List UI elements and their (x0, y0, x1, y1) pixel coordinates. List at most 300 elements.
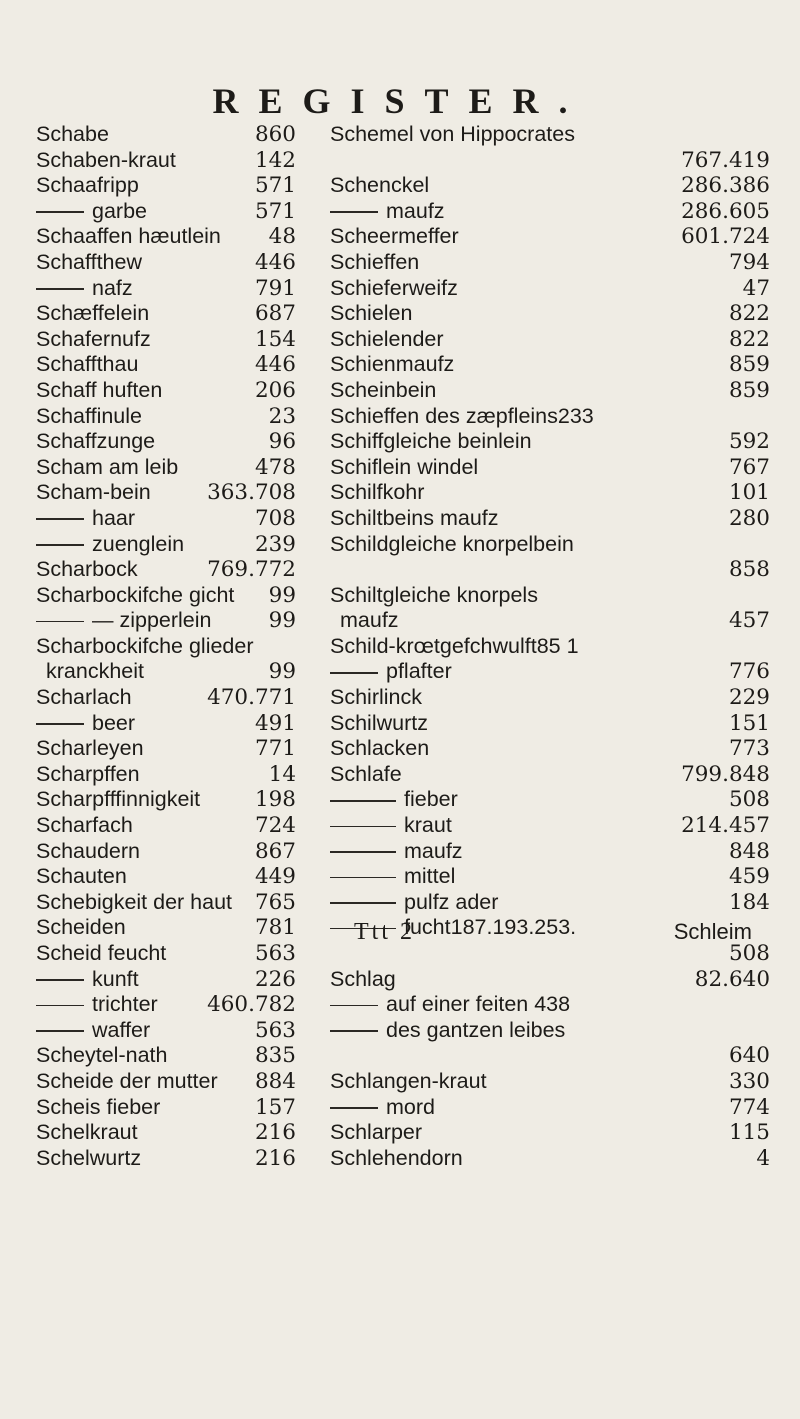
entry-page: 687 (254, 301, 296, 327)
entry-term (36, 352, 138, 378)
index-entry (330, 301, 770, 327)
entry-term-text: Scharpfffinnigkeit (36, 787, 201, 812)
entry-term-text: fieber (404, 787, 458, 812)
entry-term-text: waffer (92, 1017, 151, 1042)
entry-term (330, 1095, 435, 1121)
entry-term (36, 839, 140, 865)
entry-page: 859 (728, 352, 770, 378)
index-entry (36, 327, 296, 353)
entry-term (330, 736, 429, 762)
entry-term (330, 967, 396, 993)
entry-term (36, 915, 126, 941)
entry-term-text: garbe (92, 198, 147, 223)
entry-page: 491 (254, 710, 296, 736)
entry-term (330, 787, 458, 813)
entry-term-text: Schielen (330, 301, 413, 326)
ditto-dash (330, 1030, 378, 1032)
ditto-dash (330, 851, 396, 853)
entry-term (330, 1069, 487, 1095)
index-entry (330, 480, 770, 506)
entry-term-text: Schiltbeins maufz (330, 505, 499, 530)
entry-term-text: Scharlach (36, 685, 132, 710)
entry-term-text: mord (386, 1094, 435, 1119)
entry-page: 640 (728, 1043, 770, 1069)
entry-term (36, 967, 139, 993)
signature-mark: Ttt 2 (354, 919, 415, 945)
entry-term (36, 173, 139, 199)
entry-term (330, 634, 579, 660)
index-entry (36, 608, 296, 634)
entry-term (36, 890, 232, 916)
entry-term-text: Schæffelein (36, 301, 150, 326)
entry-term-text: beer (92, 710, 136, 735)
entry-page: 101 (728, 480, 770, 506)
entry-page: 151 (728, 710, 770, 736)
entry-term (36, 122, 109, 148)
entry-term-text: Schaffthew (36, 249, 142, 274)
index-entry (330, 890, 770, 916)
entry-term-text: Schlacken (330, 736, 430, 761)
index-entry (330, 224, 770, 250)
entry-page: 767.419 (681, 147, 770, 173)
entry-term (330, 532, 574, 558)
entry-term-text: Schaafripp (36, 173, 139, 198)
entry-page: 280 (728, 505, 770, 531)
entry-term-text: Schebigkeit der haut (36, 889, 233, 914)
index-entry (36, 250, 296, 276)
entry-term-text: Scheytel-nath (36, 1043, 168, 1068)
entry-term (330, 839, 463, 865)
index-entry (330, 1146, 770, 1172)
index-entry (330, 455, 770, 481)
index-entry (36, 122, 296, 148)
entry-term-text: Scheermeffer (330, 224, 459, 249)
index-entry (36, 557, 296, 583)
index-entry (330, 199, 770, 225)
entry-term (36, 557, 138, 583)
index-entry (330, 787, 770, 813)
entry-term-text: Schiltgleiche knorpels (330, 582, 538, 607)
index-entry (36, 1095, 296, 1121)
entry-term-text: kraut (404, 813, 452, 838)
index-entry (36, 173, 296, 199)
index-entry (36, 839, 296, 865)
entry-term (330, 890, 498, 916)
entry-term (36, 378, 162, 404)
entry-page: 99 (268, 659, 296, 685)
entry-term (36, 992, 158, 1018)
entry-term-text: pflafter (386, 659, 452, 684)
entry-term-text: mittel (404, 864, 456, 889)
entry-term (46, 659, 144, 685)
entry-page: 82.640 (694, 966, 770, 992)
entry-term-text: zuenglein (92, 531, 185, 556)
entry-page: 154 (254, 326, 296, 352)
entry-term (36, 941, 166, 967)
entry-page: 563 (254, 1017, 296, 1043)
entry-term (330, 685, 422, 711)
entry-term (330, 992, 570, 1018)
index-entry (36, 276, 296, 302)
entry-term-text: Schaben-kraut (36, 147, 176, 172)
entry-term-text: Scharleyen (36, 736, 144, 761)
ditto-dash (36, 288, 84, 290)
entry-term-text: Schilfkohr (330, 480, 425, 505)
entry-page: 799.848 (681, 761, 770, 787)
entry-term-text: Schieferweifz (330, 275, 458, 300)
entry-term (36, 429, 155, 455)
index-entry (36, 1018, 296, 1044)
index-entry (36, 480, 296, 506)
entry-term (340, 608, 399, 634)
entry-page: 835 (254, 1043, 296, 1069)
entry-page: 822 (728, 301, 770, 327)
index-entry (36, 148, 296, 174)
entry-page: 767 (728, 454, 770, 480)
index-entry (36, 352, 296, 378)
entry-page: 470.771 (207, 685, 296, 711)
entry-term-text: Schafernufz (36, 326, 151, 351)
entry-term (330, 199, 445, 225)
entry-page: 286.386 (681, 173, 770, 199)
index-entry (36, 685, 296, 711)
index-entry (330, 429, 770, 455)
entry-term-text: Schaaffen hæutlein (36, 224, 221, 249)
entry-page: 229 (728, 685, 770, 711)
entry-term (330, 250, 419, 276)
ditto-dash (36, 211, 84, 213)
ditto-dash (330, 211, 378, 213)
entry-term-text: Schenckel (330, 173, 430, 198)
index-entry (330, 634, 770, 660)
index-entry (36, 378, 296, 404)
index-entry (36, 864, 296, 890)
entry-term (36, 148, 176, 174)
entry-term (36, 1146, 141, 1172)
index-entry (330, 1018, 770, 1044)
index-entry (36, 224, 296, 250)
entry-term-text: Schielender (330, 326, 444, 351)
index-entry (36, 199, 296, 225)
entry-term-text: maufz (340, 608, 399, 633)
entry-page: 23 (268, 403, 296, 429)
entry-term (36, 1095, 160, 1121)
entry-term (330, 327, 444, 353)
entry-page: 848 (728, 838, 770, 864)
entry-term (330, 583, 538, 609)
ditto-dash (36, 621, 84, 623)
entry-term (36, 634, 254, 660)
entry-page: 478 (254, 454, 296, 480)
entry-page: 708 (254, 505, 296, 531)
entry-term (330, 1120, 422, 1146)
entry-term-text: Schaff huften (36, 377, 163, 402)
entry-term-text: Schlarper (330, 1120, 423, 1145)
entry-term-text: Scheis fieber (36, 1094, 161, 1119)
entry-term (330, 301, 412, 327)
index-entry (36, 583, 296, 609)
index-entry (330, 148, 770, 174)
entry-term-text: kranckheit (46, 659, 144, 684)
entry-term (36, 813, 133, 839)
entry-term-text: Schiflein windel (330, 454, 479, 479)
index-entry (36, 787, 296, 813)
index-entry (36, 404, 296, 430)
entry-term (330, 1146, 463, 1172)
index-entry (36, 301, 296, 327)
entry-term-text: Schemel von Hippocrates (330, 122, 575, 146)
entry-page: 363.708 (207, 480, 296, 506)
entry-page: 459 (728, 864, 770, 890)
index-entry (330, 967, 770, 993)
entry-term (330, 378, 436, 404)
index-entry (36, 941, 296, 967)
entry-page: 774 (728, 1094, 770, 1120)
index-entry (330, 327, 770, 353)
ditto-dash (36, 1005, 84, 1007)
index-entry (330, 762, 770, 788)
entry-term (36, 762, 140, 788)
entry-page: 206 (254, 377, 296, 403)
entry-page: 99 (268, 608, 296, 634)
entry-term (36, 532, 184, 558)
entry-page: 571 (254, 173, 296, 199)
entry-page: 860 (254, 122, 296, 147)
entry-page: 571 (254, 198, 296, 224)
index-entry (330, 583, 770, 609)
entry-term (36, 276, 133, 302)
entry-term-text: Scharpffen (36, 761, 140, 786)
entry-term (330, 1018, 565, 1044)
index-entry (330, 250, 770, 276)
entry-page: 765 (254, 889, 296, 915)
entry-page: 859 (728, 377, 770, 403)
entry-term (36, 1069, 218, 1095)
ditto-dash (36, 1030, 84, 1032)
entry-page: 330 (728, 1068, 770, 1094)
entry-page: 48 (268, 224, 296, 250)
entry-page: 96 (268, 429, 296, 455)
entry-term-text: Schlafe (330, 761, 402, 786)
entry-term-text: Scharbockifche glieder (36, 633, 254, 658)
entry-term (36, 787, 200, 813)
entry-page: 4 (756, 1145, 770, 1171)
entry-term (36, 224, 221, 250)
entry-page: 446 (254, 352, 296, 378)
index-entry (330, 736, 770, 762)
index-entry (36, 1043, 296, 1069)
entry-page: 601.724 (681, 224, 770, 250)
entry-term-text: Scharbockifche gicht (36, 582, 235, 607)
entry-term (36, 711, 135, 737)
index-entry (36, 992, 296, 1018)
entry-term (36, 736, 144, 762)
index-entry (330, 506, 770, 532)
entry-term-text: Scham am leib (36, 454, 179, 479)
entry-term-text: Schabe (36, 122, 109, 146)
index-entry (330, 404, 770, 430)
entry-page: 99 (268, 582, 296, 608)
entry-term (36, 250, 142, 276)
index-entry (330, 711, 770, 737)
entry-term (330, 480, 424, 506)
entry-term-text: Schaffinule (36, 403, 142, 428)
index-entry (330, 532, 770, 558)
index-entry (330, 1069, 770, 1095)
entry-term (36, 327, 151, 353)
index-entry (36, 762, 296, 788)
index-entry (36, 711, 296, 737)
ditto-dash (36, 518, 84, 520)
index-entry (36, 455, 296, 481)
entry-term (36, 480, 151, 506)
entry-term-text: Scheid feucht (36, 941, 167, 965)
entry-term (36, 301, 149, 327)
entry-term (330, 352, 454, 378)
entry-term (330, 122, 575, 148)
index-entry (330, 1095, 770, 1121)
entry-term-text: Schauten (36, 864, 127, 889)
entry-page: 867 (254, 838, 296, 864)
entry-page: 286.605 (681, 198, 770, 224)
entry-term-text: Schiffgleiche beinlein (330, 429, 532, 454)
entry-page: 157 (254, 1094, 296, 1120)
entry-term (36, 506, 135, 532)
entry-term-text: haar (92, 505, 136, 530)
entry-term (330, 659, 452, 685)
entry-term-text: Scheinbein (330, 377, 437, 402)
entry-page: 226 (254, 966, 296, 992)
ditto-dash (330, 1107, 378, 1109)
entry-term (36, 199, 147, 225)
entry-page: 214.457 (681, 813, 770, 839)
ditto-dash (330, 877, 396, 879)
index-entry (330, 813, 770, 839)
entry-term-text: Schienmaufz (330, 352, 455, 377)
index-entry (330, 685, 770, 711)
entry-page: 47 (742, 275, 770, 301)
ditto-dash (36, 723, 84, 725)
entry-page: 508 (728, 941, 770, 966)
entry-page: 858 (728, 557, 770, 583)
entry-page: 239 (254, 531, 296, 557)
entry-page: 184 (728, 889, 770, 915)
entry-page: 781 (254, 915, 296, 941)
index-entry (36, 429, 296, 455)
index-entry (36, 1146, 296, 1172)
entry-term (36, 404, 142, 430)
entry-term-text: Scheide der mutter (36, 1068, 218, 1093)
entry-term-text: Scham-bein (36, 480, 151, 505)
entry-term-text: maufz (404, 838, 463, 863)
entry-term-text: Schaffthau (36, 352, 139, 377)
index-entry (36, 532, 296, 558)
entry-term-text: Scheiden (36, 915, 126, 940)
entry-page: 563 (254, 941, 296, 966)
index-entry (330, 1120, 770, 1146)
entry-page: 449 (254, 864, 296, 890)
ditto-dash (330, 800, 396, 802)
right-column (330, 122, 770, 1171)
index-entry (330, 659, 770, 685)
index-entry (330, 173, 770, 199)
entry-term-text: Schilwurtz (330, 710, 428, 735)
entry-page: 791 (254, 275, 296, 301)
entry-term-text: Schlangen-kraut (330, 1068, 487, 1093)
index-entry (36, 634, 296, 660)
entry-page: 508 (728, 787, 770, 813)
entry-page: 460.782 (207, 992, 296, 1018)
entry-term-text: Schild-krœtgefchwulft85 1 (330, 633, 579, 658)
index-entry (330, 992, 770, 1018)
index-entry (330, 122, 770, 148)
index-entry (36, 1120, 296, 1146)
index-entry (330, 839, 770, 865)
index-entry (330, 557, 770, 583)
index-entry (36, 813, 296, 839)
entry-term-text: Schelwurtz (36, 1145, 142, 1170)
entry-term (36, 455, 178, 481)
ditto-dash (330, 826, 396, 828)
entry-page: 198 (254, 787, 296, 813)
entry-term-text: Schlag (330, 966, 396, 991)
index-entry (36, 1069, 296, 1095)
ditto-dash (330, 902, 396, 904)
entry-term (330, 506, 499, 532)
index-entry (36, 915, 296, 941)
index-entry (36, 736, 296, 762)
entry-term-text: pulfz ader (404, 889, 499, 914)
index-entry (330, 864, 770, 890)
entry-term (330, 455, 478, 481)
left-column (36, 122, 296, 1171)
entry-term (330, 404, 594, 430)
entry-term (330, 224, 459, 250)
entry-term-text: Schieffen des zæpfleins233 (330, 403, 594, 428)
entry-term-text: nafz (92, 275, 133, 300)
entry-term-text: auf einer feiten 438 (386, 992, 571, 1017)
entry-term-text: Schaffzunge (36, 429, 156, 454)
entry-page: 822 (728, 326, 770, 352)
entry-page: 724 (254, 813, 296, 839)
entry-term (330, 762, 402, 788)
entry-term (36, 1120, 138, 1146)
catchword: Schleim (673, 919, 752, 944)
entry-page: 771 (254, 736, 296, 762)
entry-term-text: Schieffen (330, 249, 420, 274)
ditto-dash (36, 979, 84, 981)
entry-page: 794 (728, 249, 770, 275)
index-entry (36, 967, 296, 993)
index-entry (330, 608, 770, 634)
entry-page: 216 (254, 1120, 296, 1146)
entry-page: 592 (728, 429, 770, 455)
entry-term (330, 173, 429, 199)
entry-term (36, 685, 132, 711)
entry-term (36, 1018, 150, 1044)
entry-term-text: Schildgleiche knorpelbein (330, 531, 574, 556)
ditto-dash (36, 544, 84, 546)
entry-term (36, 608, 212, 634)
entry-term-text: maufz (386, 198, 445, 223)
entry-page: 884 (254, 1068, 296, 1094)
index-entry (36, 506, 296, 532)
entry-page: 14 (268, 761, 296, 787)
entry-term (36, 864, 127, 890)
index-entry (330, 378, 770, 404)
index-entry (330, 352, 770, 378)
entry-term (330, 813, 452, 839)
